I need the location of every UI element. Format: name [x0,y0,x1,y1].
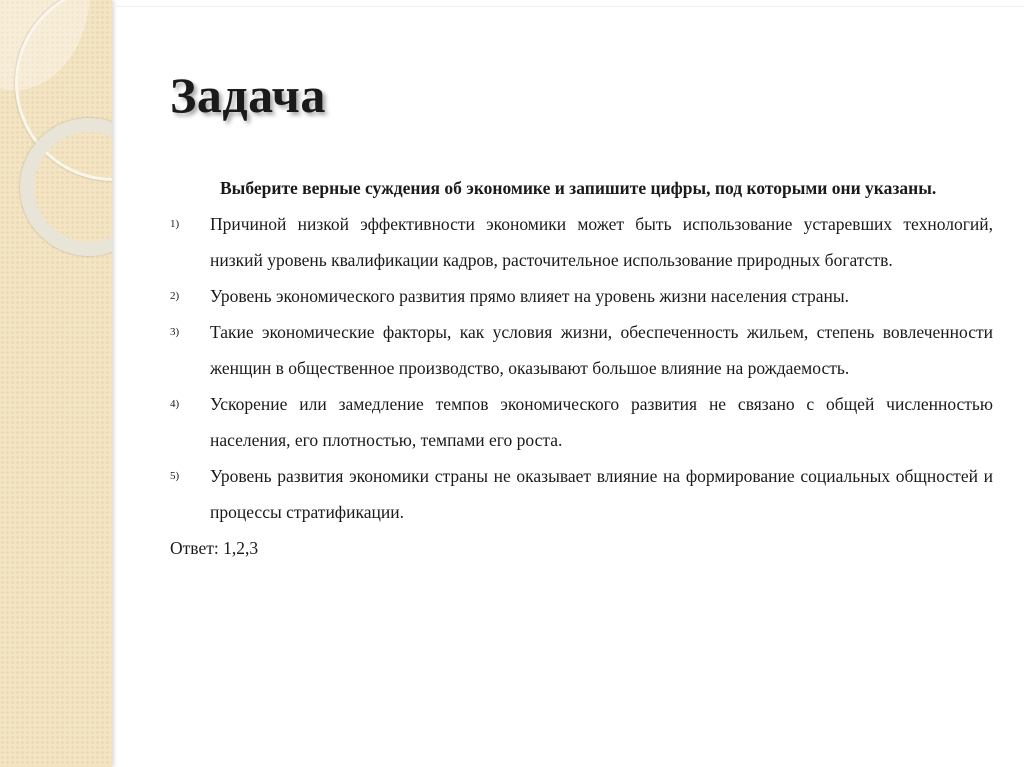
item-text: Причиной низкой эффективности экономики может быть использование устаревших технологий, низкий уровень квалификации кадров, расточительное использование природных богатств. [210,214,993,270]
answer: Ответ: 1,2,3 [170,538,259,558]
item-text: Уровень экономического развития прямо влияет на уровень жизни населения страны. [210,286,849,306]
slide-title: Задача [170,67,326,123]
list-item [170,206,993,278]
slide-body [170,170,993,566]
slide-top-edge [112,0,1024,7]
item-text: Такие экономические факторы, как условия жизни, обеспеченность жильем, степень вовлеченности женщин в общественное производство, оказывают большое влияние на рождаемость. [210,322,993,378]
list-item [170,278,993,314]
item-text: Ускорение или замедление темпов экономического развития не связано с общей численностью населения, его плотностью, темпами его роста. [210,394,993,450]
item-number: 3) [170,326,180,338]
task-instructions: Выберите верные суждения об экономике и запишите цифры, под которыми они указаны. [220,178,937,198]
list-item [170,386,993,458]
item-number: 1) [170,218,180,230]
item-number: 5) [170,470,180,482]
list-item [170,458,993,530]
item-text: Уровень развития экономики страны не оказывает влияние на формирование социальных общностей и процессы стратификации. [210,466,993,522]
decorative-sidebar [0,0,112,767]
list-item [170,314,993,386]
item-number: 4) [170,398,180,410]
item-number: 2) [170,290,180,302]
